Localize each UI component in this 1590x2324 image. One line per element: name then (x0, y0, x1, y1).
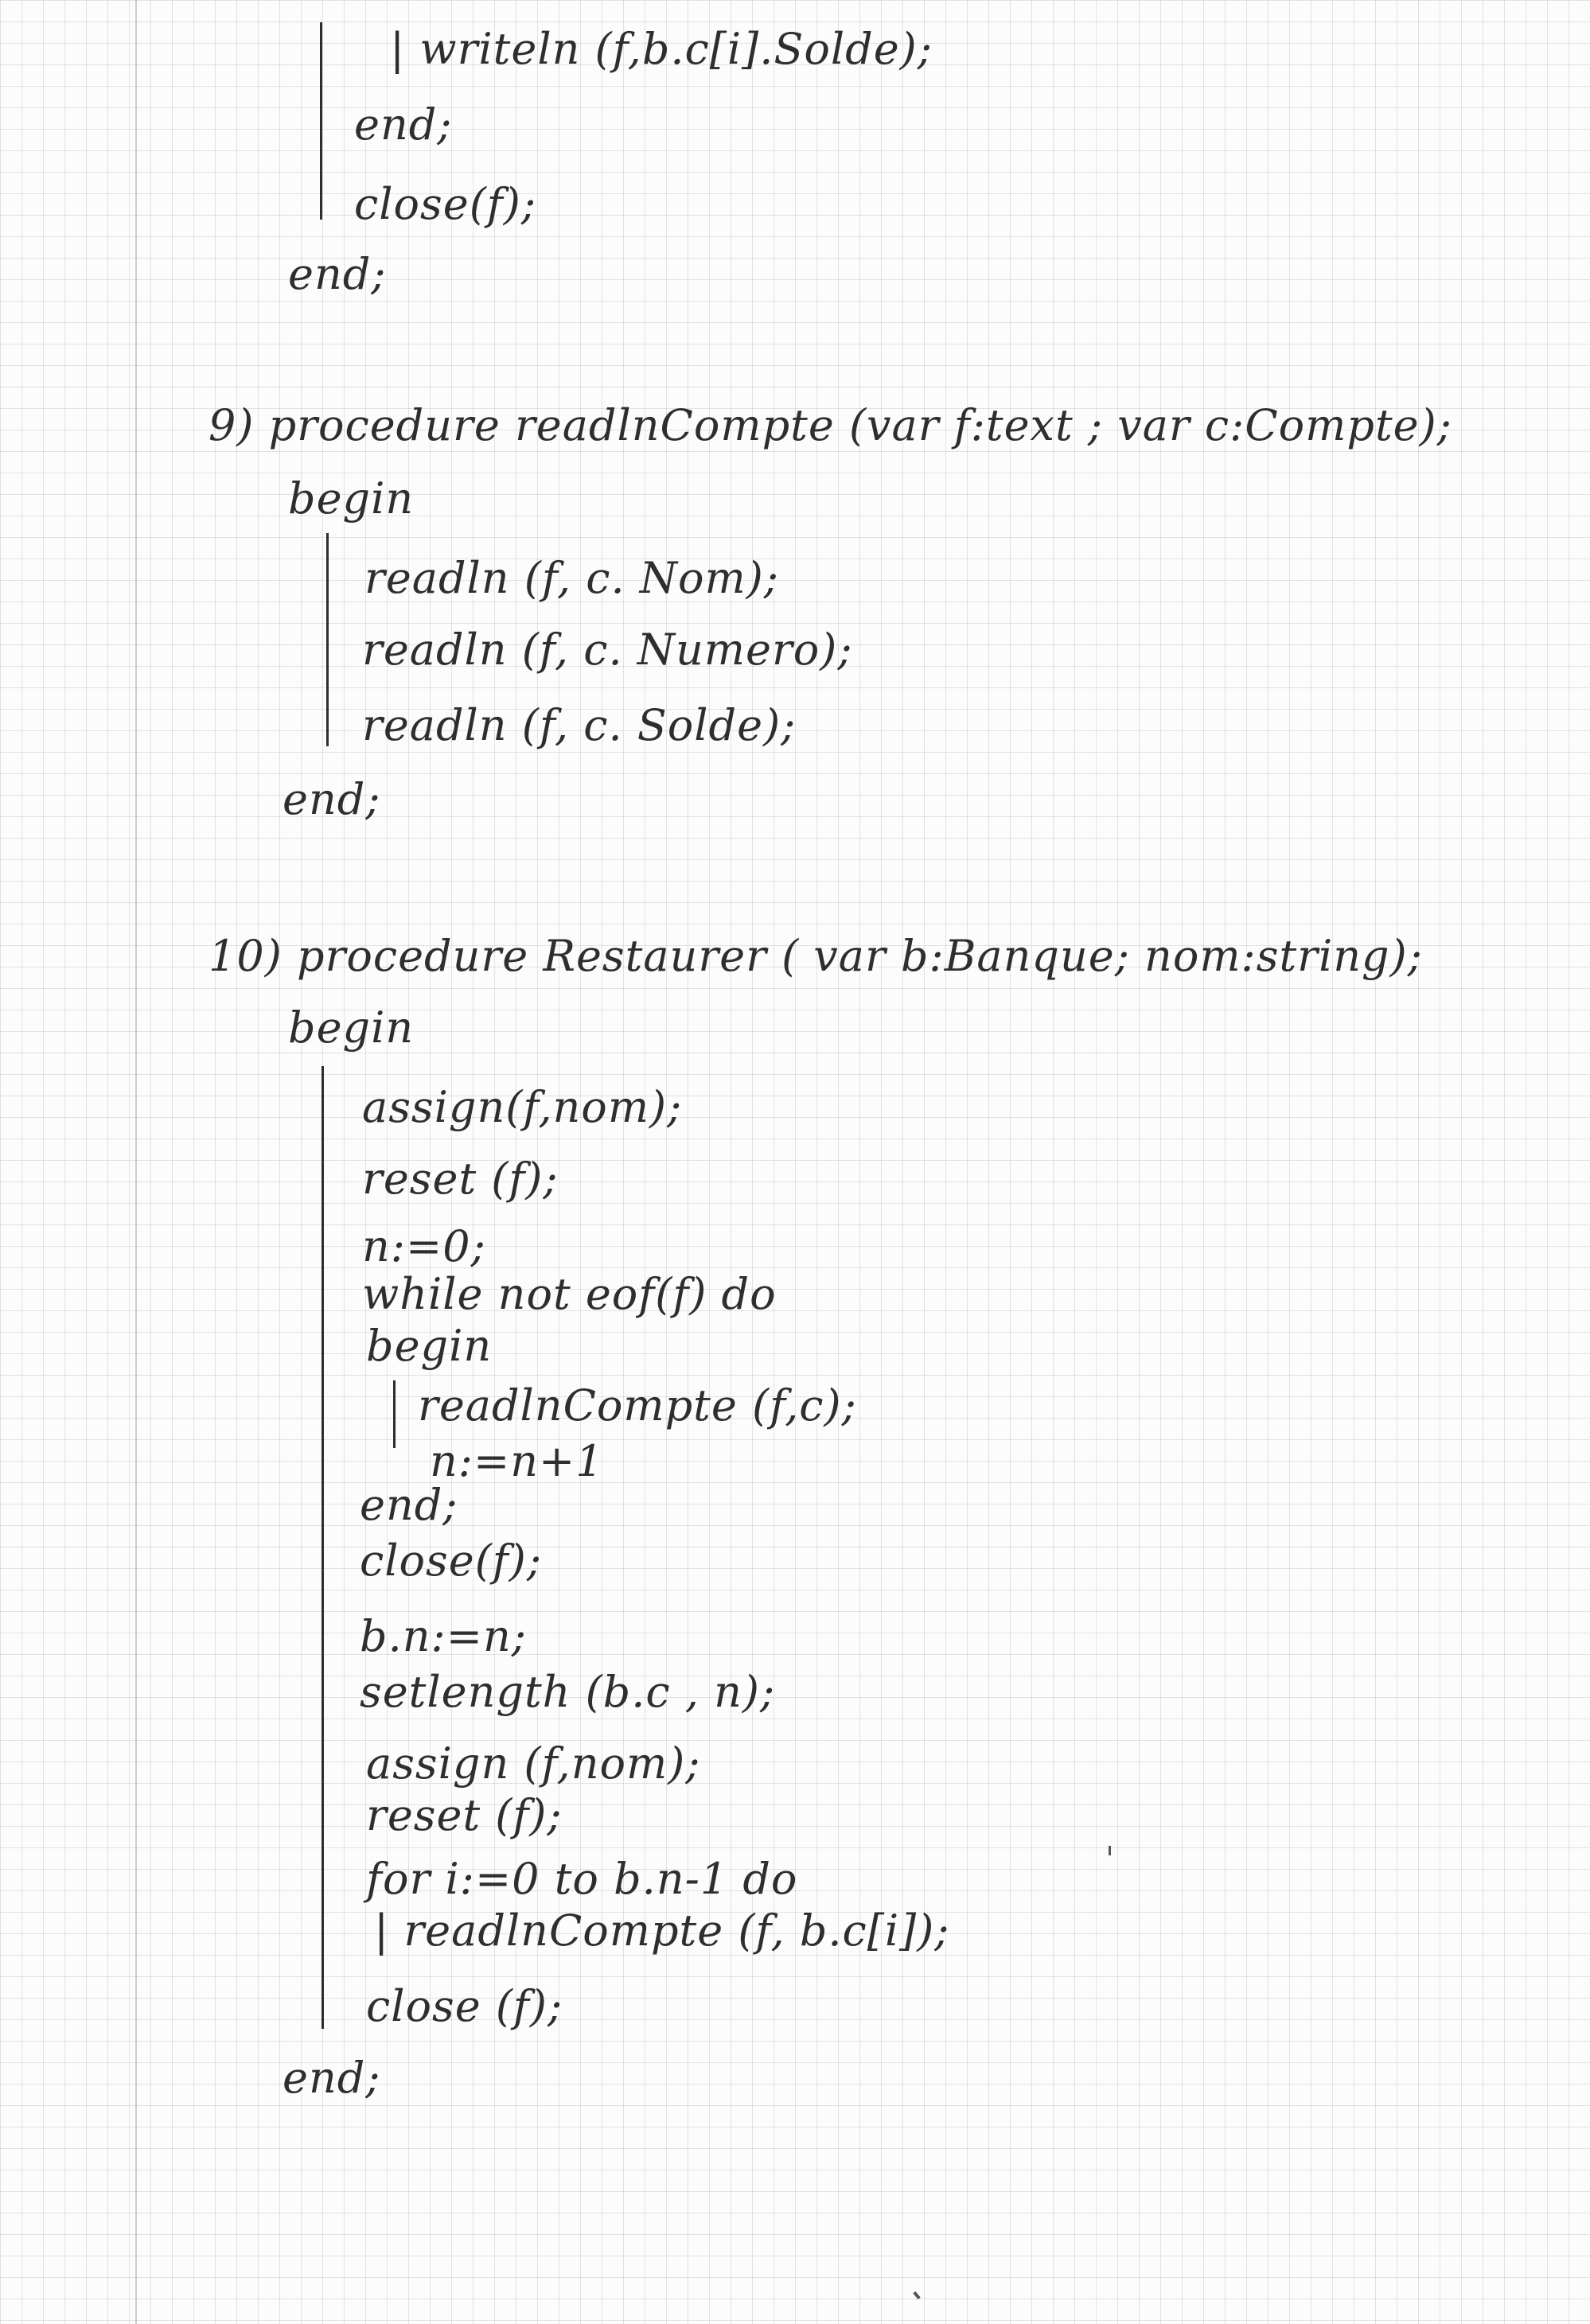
code-line: assign (f,nom); (366, 1738, 701, 1789)
block-bar (322, 1066, 324, 2029)
code-line: while not eof(f) do (362, 1269, 777, 1319)
code-line: n:=0; (362, 1221, 486, 1271)
pen-mark (1109, 1846, 1111, 1855)
code-line: begin (288, 1002, 415, 1053)
code-line: end; (288, 249, 387, 299)
pen-mark (913, 2291, 920, 2299)
code-line: b.n:=n; (360, 1611, 527, 1661)
code-line: close(f); (354, 179, 537, 229)
code-line: close(f); (360, 1536, 543, 1586)
code-line: setlength (b.c , n); (360, 1667, 776, 1717)
code-line: for i:=0 to b.n-1 do (366, 1854, 798, 1904)
code-line: assign(f,nom); (362, 1082, 683, 1132)
margin-line (135, 0, 137, 2324)
code-line: reset (f); (362, 1154, 559, 1204)
code-line: readln (f, c. Numero); (362, 625, 853, 675)
code-line: n:=n+1 (430, 1436, 604, 1486)
code-line: begin (366, 1321, 493, 1371)
code-line: readln (f, c. Solde); (362, 700, 797, 750)
block-bar (326, 533, 329, 746)
code-line: | writeln (f,b.c[i].Solde); (390, 24, 933, 74)
code-line: readln (f, c. Nom); (364, 553, 780, 603)
code-line: | readlnCompte (f, b.c[i]); (374, 1906, 950, 1956)
code-line: reset (f); (366, 1790, 563, 1840)
code-line: readlnCompte (f,c); (418, 1380, 857, 1431)
code-line: end; (283, 774, 381, 824)
code-line: end; (283, 2053, 381, 2103)
code-line: close (f); (366, 1981, 563, 2031)
code-line: begin (288, 473, 415, 524)
code-line: end; (360, 1480, 458, 1530)
code-line: 9) procedure readlnCompte (var f:text ; var c:Compte); (208, 400, 1452, 450)
block-bar (393, 1380, 396, 1448)
code-line: 10) procedure Restaurer ( var b:Banque; nom:string); (208, 931, 1423, 981)
code-line: end; (354, 99, 453, 150)
block-bar (320, 22, 322, 220)
